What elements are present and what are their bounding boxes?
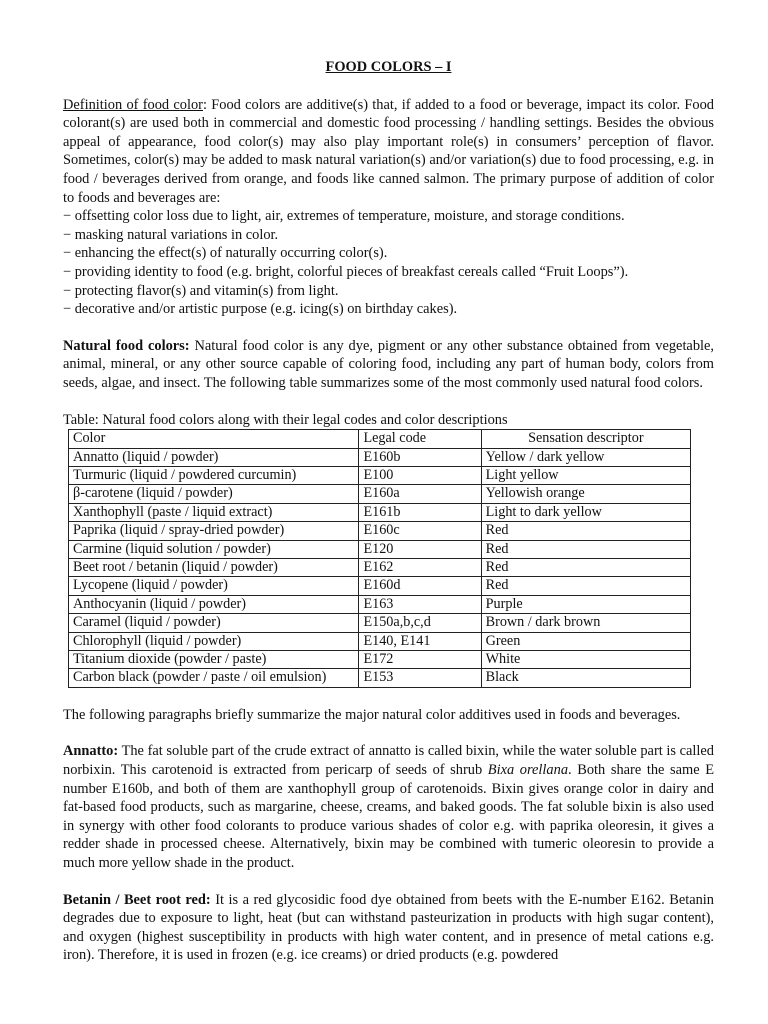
cell-legal-code: E160d <box>359 577 481 595</box>
table-row <box>69 522 691 540</box>
cell-color: Anthocyanin (liquid / powder) <box>69 595 359 613</box>
cell-descriptor: Red <box>481 540 690 558</box>
cell-color: β-carotene (liquid / powder) <box>69 485 359 503</box>
cell-descriptor: Red <box>481 522 690 540</box>
table-row <box>69 577 691 595</box>
purpose-item: − masking natural variations in color. <box>63 226 279 243</box>
cell-descriptor: White <box>481 650 690 668</box>
purpose-item: − offsetting color loss due to light, air, extremes of temperature, moisture, and storage conditions. <box>63 208 625 225</box>
betanin-label: Betanin / Beet root red: <box>63 891 211 908</box>
purpose-list <box>63 207 714 319</box>
table-row <box>69 466 691 484</box>
table-row <box>69 448 691 466</box>
cell-legal-code: E160b <box>359 448 481 466</box>
cell-descriptor: Purple <box>481 595 690 613</box>
table-row <box>69 595 691 613</box>
header-color: Color <box>69 430 359 448</box>
purpose-item: − providing identity to food (e.g. bright, colorful pieces of breakfast cereals called “Fruit Loops”). <box>63 263 629 280</box>
cell-color: Chlorophyll (liquid / powder) <box>69 632 359 650</box>
table-row <box>69 650 691 668</box>
cell-legal-code: E153 <box>359 669 481 687</box>
cell-color: Paprika (liquid / spray-dried powder) <box>69 522 359 540</box>
betanin-text: It is a red glycosidic food dye obtained from beets with the E-number E162. Betanin degrades due to exposure to light, heat (but can withstand pasteurization in products with high sugar content), and oxygen (highest susceptibility in products with high water content, and in presence of metal cations e.g. iron). Therefore, it is used in frozen (e.g. ice creams) or dried products (e.g. powdered <box>63 891 714 964</box>
summary-paragraph: The following paragraphs briefly summarize the major natural color additives used in foods and beverages. <box>63 706 681 723</box>
annatto-paragraph <box>63 742 714 872</box>
table-row <box>69 558 691 576</box>
cell-descriptor: Light yellow <box>481 466 690 484</box>
cell-color: Turmuric (liquid / powdered curcumin) <box>69 466 359 484</box>
betanin-paragraph <box>63 891 714 965</box>
cell-descriptor: Green <box>481 632 690 650</box>
purpose-item: − decorative and/or artistic purpose (e.g. icing(s) on birthday cakes). <box>63 301 458 318</box>
cell-descriptor: Yellow / dark yellow <box>481 448 690 466</box>
cell-color: Carbon black (powder / paste / oil emulsion) <box>69 669 359 687</box>
purpose-item: − enhancing the effect(s) of naturally occurring color(s). <box>63 245 388 262</box>
natural-colors-paragraph <box>63 337 714 393</box>
cell-legal-code: E172 <box>359 650 481 668</box>
table-row <box>69 669 691 687</box>
definition-label: Definition of food color <box>63 96 203 113</box>
table-row <box>69 485 691 503</box>
cell-descriptor: Yellowish orange <box>481 485 690 503</box>
cell-descriptor: Light to dark yellow <box>481 503 690 521</box>
table-row <box>69 540 691 558</box>
table-row <box>69 503 691 521</box>
cell-descriptor: Brown / dark brown <box>481 614 690 632</box>
cell-color: Titanium dioxide (powder / paste) <box>69 650 359 668</box>
cell-color: Lycopene (liquid / powder) <box>69 577 359 595</box>
cell-legal-code: E140, E141 <box>359 632 481 650</box>
natural-colors-label: Natural food colors: <box>63 337 190 354</box>
definition-paragraph <box>63 96 714 208</box>
annatto-text-part2: . Both share the same E number E160b, and both of them are xanthophyll group of carotenoids. Bixin gives orange color in dairy and fat-based food products, such as margarine, cheese, creams, and baked goods. The fat soluble bixin is also used in synergy with other food colorants to produce various shades of color e.g. with paprika oleoresin, it gives a redder shade in processed cheese. Alternatively, bixin may be combined with tumeric oleoresin to provide a much more yellow shade in the product. <box>63 761 715 871</box>
page-title: FOOD COLORS – I <box>325 59 452 75</box>
cell-color: Xanthophyll (paste / liquid extract) <box>69 503 359 521</box>
annatto-text-part1: The fat soluble part of the crude extract of annatto is called bixin, while the water soluble part is called norbixin. This carotenoid is extracted from pericarp of seeds of shrub <box>63 743 714 778</box>
cell-legal-code: E160a <box>359 485 481 503</box>
cell-color: Caramel (liquid / powder) <box>69 614 359 632</box>
table-header-row <box>69 430 691 448</box>
cell-legal-code: E162 <box>359 558 481 576</box>
natural-colors-text: Natural food color is any dye, pigment or any other substance obtained from vegetable, animal, mineral, or any other source capable of coloring food, including any part of human body, colors from seeds, algae, and insect. The following table summarizes some of the most commonly used natural food colors. <box>63 337 715 391</box>
cell-legal-code: E150a,b,c,d <box>359 614 481 632</box>
cell-legal-code: E120 <box>359 540 481 558</box>
cell-color: Beet root / betanin (liquid / powder) <box>69 558 359 576</box>
document-page <box>63 58 714 965</box>
cell-color: Annatto (liquid / powder) <box>69 448 359 466</box>
cell-descriptor: Red <box>481 577 690 595</box>
cell-color: Carmine (liquid solution / powder) <box>69 540 359 558</box>
table-row <box>69 632 691 650</box>
header-legal-code: Legal code <box>359 430 481 448</box>
definition-text: : Food colors are additive(s) that, if added to a food or beverage, impact its color. Food colorant(s) are used both in commercial and domestic food processing / handling settings. Besides the obvious appeal of appearance, food color(s) may also play important role(s) in consumers’ perception of flavor. Sometimes, color(s) may be added to mask natural variation(s) and/or variation(s) due to food processing, e.g. in food / beverages derived from orange, and foods like canned salmon. The primary purpose of addition of color to foods and beverages are: <box>63 96 714 206</box>
cell-descriptor: Red <box>481 558 690 576</box>
annatto-species: Bixa orellana <box>487 761 569 778</box>
header-sensation-descriptor: Sensation descriptor <box>481 430 690 448</box>
cell-legal-code: E163 <box>359 595 481 613</box>
natural-colors-table <box>68 429 691 688</box>
table-caption: Table: Natural food colors along with their legal codes and color descriptions <box>63 411 508 428</box>
table-row <box>69 614 691 632</box>
cell-legal-code: E100 <box>359 466 481 484</box>
purpose-item: − protecting flavor(s) and vitamin(s) from light. <box>63 282 339 299</box>
annatto-label: Annatto: <box>63 743 119 760</box>
cell-legal-code: E161b <box>359 503 481 521</box>
cell-legal-code: E160c <box>359 522 481 540</box>
cell-descriptor: Black <box>481 669 690 687</box>
